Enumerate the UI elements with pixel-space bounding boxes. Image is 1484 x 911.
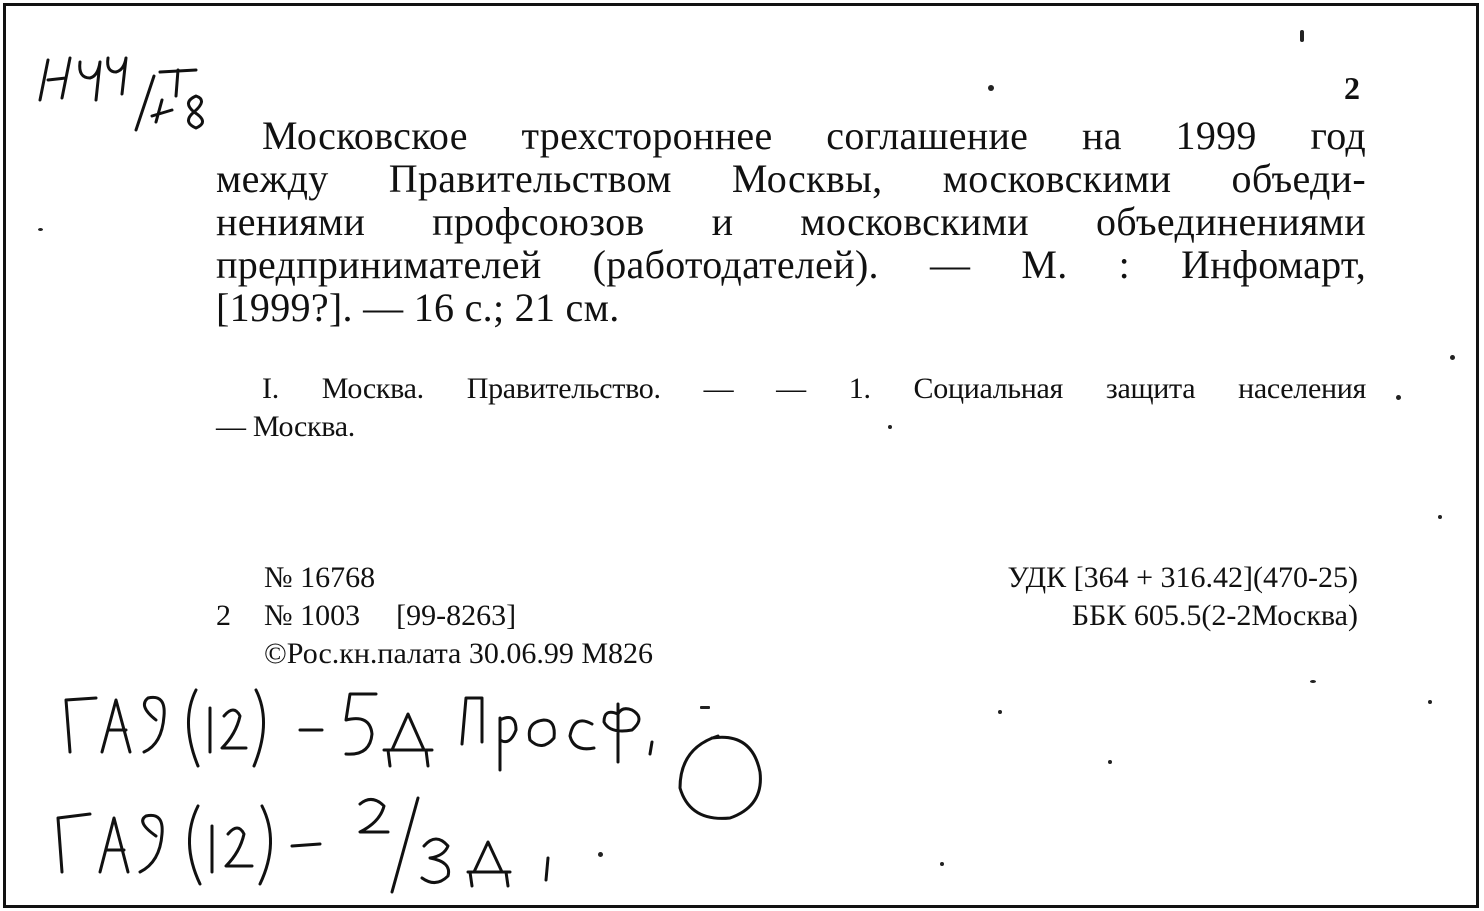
tracing-line-2: — Москва. <box>216 410 355 443</box>
record-number: № 16768 <box>264 561 376 594</box>
speck <box>1108 760 1112 764</box>
classification-block <box>1007 559 1358 635</box>
speck <box>1300 30 1304 42</box>
speck <box>38 228 43 231</box>
catalog-card <box>3 3 1479 908</box>
speck <box>940 862 944 866</box>
copies-count: 2 <box>216 599 231 632</box>
speck <box>998 710 1002 714</box>
subject-tracings <box>216 370 1366 446</box>
speck <box>1310 680 1316 683</box>
main-entry-line-2: между Правительством Москвы, московскими объеди- <box>216 156 1366 201</box>
registration-block <box>216 559 653 673</box>
udk-code: УДК [364 + 316.42](470-25) <box>1007 561 1358 594</box>
order-code: [99-8263] <box>396 599 517 632</box>
speck <box>1428 700 1432 704</box>
speck <box>988 85 994 91</box>
main-entry-line-1: Московское трехстороннее соглашение на 1999 год <box>262 113 1366 158</box>
main-entry-line-4: предпринимателей (работодателей). — М. : Инфомарт, <box>216 242 1366 287</box>
order-number: № 1003 <box>264 599 361 632</box>
speck <box>598 852 603 857</box>
copyright-line: ©Рос.кн.палата 30.06.99 М826 <box>264 637 654 670</box>
tracing-line-1: I. Москва. Правительство. — — 1. Социальная защита населения <box>262 372 1366 405</box>
speck <box>700 706 710 709</box>
bbk-code: ББК 605.5(2-2Москва) <box>1071 599 1358 632</box>
speck <box>1396 395 1401 400</box>
speck <box>888 425 892 429</box>
speck <box>1438 515 1442 519</box>
card-number: 2 <box>1344 70 1360 106</box>
speck <box>1450 355 1455 360</box>
main-entry <box>216 114 1366 329</box>
main-entry-line-3: нениями профсоюзов и московскими объединениями <box>216 199 1366 244</box>
main-entry-line-5: [1999?]. — 16 с.; 21 см. <box>216 285 620 330</box>
